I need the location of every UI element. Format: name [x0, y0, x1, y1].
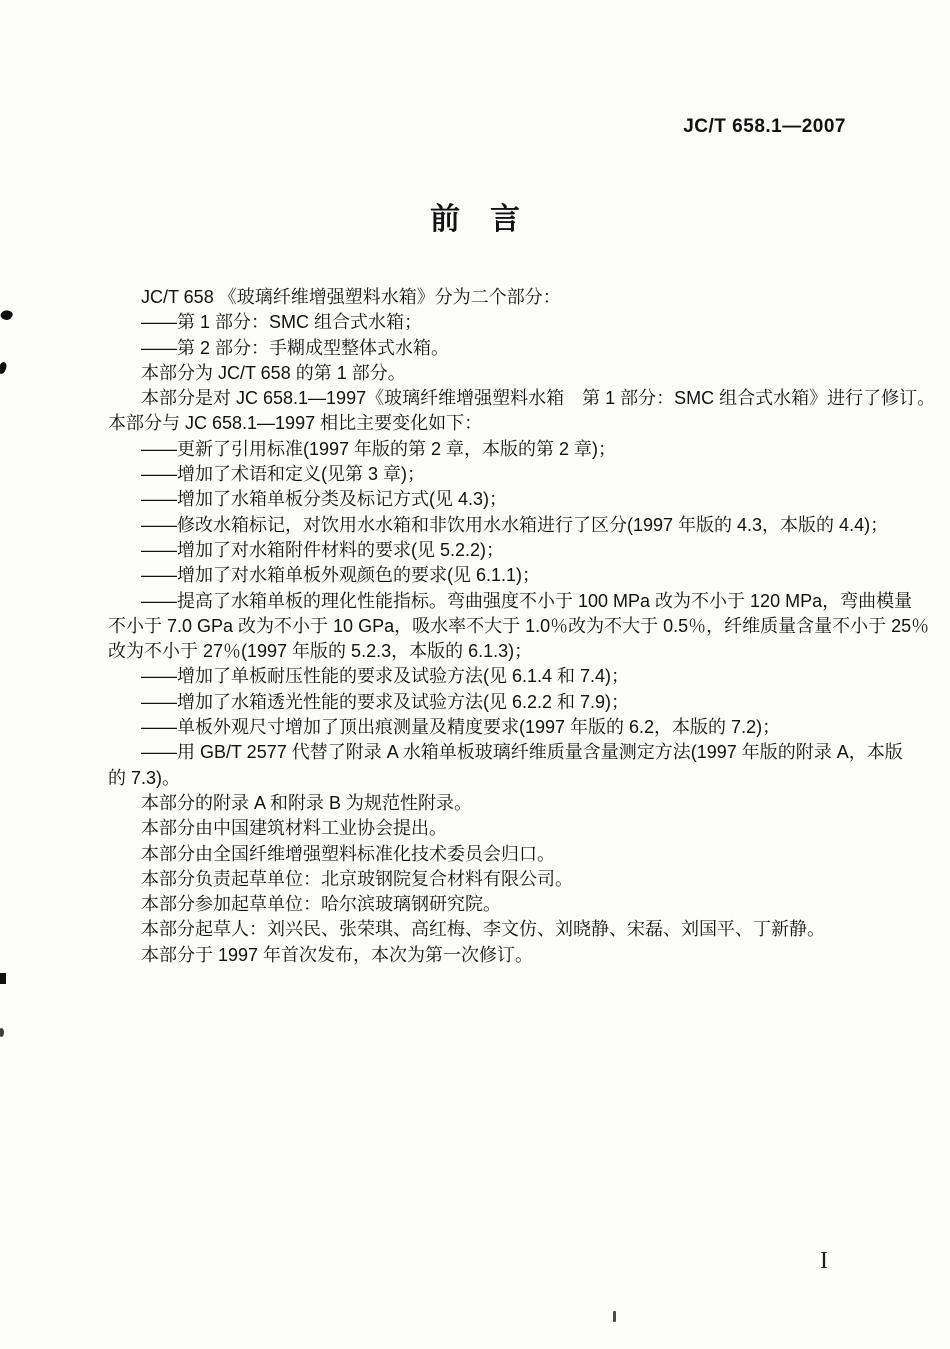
scan-artifact — [0, 973, 6, 984]
standard-number: JC/T 658.1—2007 — [683, 116, 846, 137]
foreword-line: ——增加了单板耐压性能的要求及试验方法(见 6.1.4 和 7.4)； — [141, 666, 630, 687]
foreword-line: 本部分由中国建筑材料工业协会提出。 — [141, 818, 447, 839]
foreword-line: ——第 2 部分：手糊成型整体式水箱。 — [141, 337, 450, 358]
foreword-body — [108, 285, 936, 968]
scan-artifact — [613, 1311, 616, 1322]
foreword-line: ——增加了水箱透光性能的要求及试验方法(见 6.2.2 和 7.9)； — [141, 691, 630, 712]
page-number: I — [820, 1248, 828, 1274]
foreword-line: 的 7.3)。 — [108, 767, 181, 788]
scan-artifact — [0, 308, 14, 322]
foreword-line: ——单板外观尺寸增加了顶出痕测量及精度要求(1997 年版的 6.2，本版的 7.2)； — [141, 717, 781, 738]
foreword-line: ——更新了引用标准(1997 年版的第 2 章，本版的第 2 章)； — [141, 438, 617, 459]
foreword-line: ——增加了术语和定义(见第 3 章)； — [141, 464, 425, 485]
scan-artifact — [0, 1028, 4, 1037]
foreword-line: ——增加了对水箱附件材料的要求(见 5.2.2)； — [141, 539, 505, 560]
foreword-line: 本部分负责起草单位：北京玻钢院复合材料有限公司。 — [141, 868, 573, 889]
foreword-line: 本部分是对 JC 658.1—1997《玻璃纤维增强塑料水箱 第 1 部分：SMC 组合式水箱》进行了修订。 — [141, 388, 936, 409]
foreword-line: 本部分由全国纤维增强塑料标准化技术委员会归口。 — [141, 843, 555, 864]
foreword-line: 本部分参加起草单位：哈尔滨玻璃钢研究院。 — [141, 894, 501, 915]
foreword-line: ——增加了对水箱单板外观颜色的要求(见 6.1.1)； — [141, 565, 541, 586]
foreword-line: ——提高了水箱单板的理化性能指标。弯曲强度不小于 100 MPa 改为不小于 120 MPa，弯曲模量 — [141, 590, 913, 611]
foreword-title: 前 言 — [430, 203, 520, 236]
foreword-line: ——增加了水箱单板分类及标记方式(见 4.3)； — [141, 489, 508, 510]
foreword-line: ——第 1 部分：SMC 组合式水箱； — [141, 312, 423, 333]
foreword-line: 不小于 7.0 GPa 改为不小于 10 GPa，吸水率不大于 1.0％改为不大于 0.5％，纤维质量含量不小于 25％ — [108, 615, 930, 636]
foreword-line: JC/T 658 《玻璃纤维增强塑料水箱》分为二个部分： — [141, 287, 561, 307]
foreword-line: 本部分为 JC/T 658 的第 1 部分。 — [141, 362, 406, 383]
foreword-line: 本部分的附录 A 和附录 B 为规范性附录。 — [141, 792, 473, 813]
foreword-line: 本部分与 JC 658.1—1997 相比主要变化如下： — [108, 413, 483, 434]
scan-artifact — [0, 361, 8, 375]
foreword-line: 本部分起草人：刘兴民、张荣琪、高红梅、李文仿、刘晓静、宋磊、刘国平、丁新静。 — [141, 919, 825, 940]
foreword-line: 改为不小于 27％(1997 年版的 5.2.3，本版的 6.1.3)； — [108, 641, 533, 662]
foreword-line: 本部分于 1997 年首次发布，本次为第一次修订。 — [141, 944, 534, 965]
foreword-line: ——用 GB/T 2577 代替了附录 A 水箱单板玻璃纤维质量含量测定方法(1997 年版的附录 A，本版 — [141, 742, 903, 763]
foreword-line: ——修改水箱标记，对饮用水水箱和非饮用水水箱进行了区分(1997 年版的 4.3，本版的 4.4)； — [141, 514, 889, 535]
